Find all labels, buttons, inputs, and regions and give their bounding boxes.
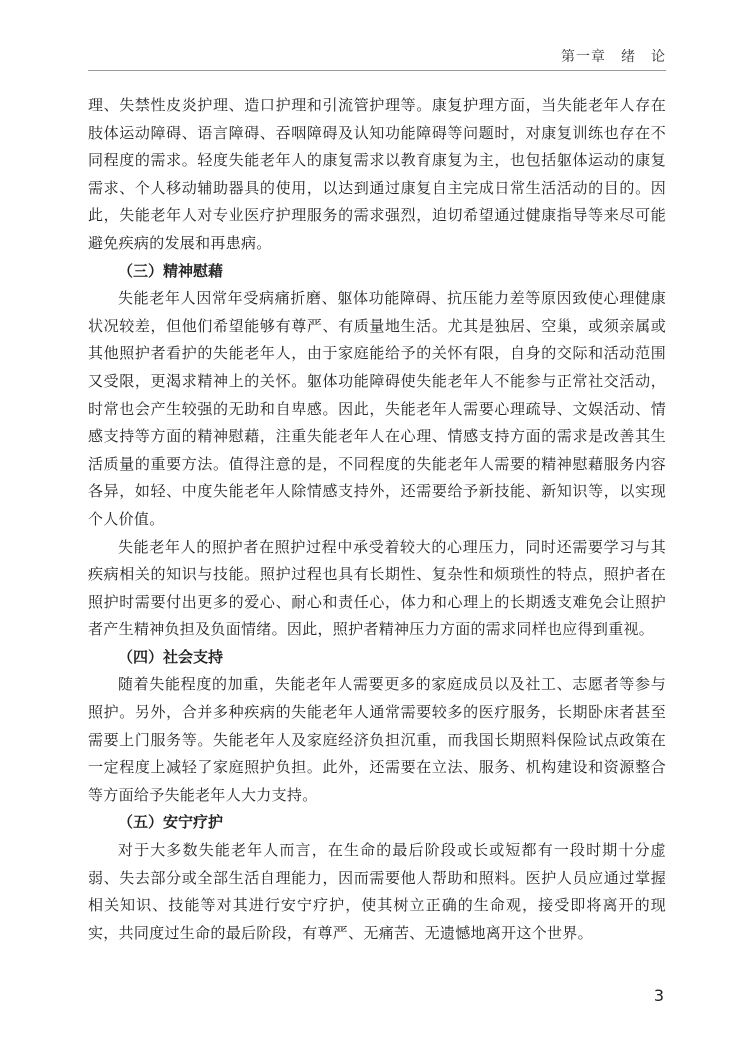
page-number: 3 xyxy=(653,986,664,1005)
paragraph-caregiver-stress: 失能老年人的照护者在照护过程中承受着较大的心理压力，同时还需要学习与其疾病相关的知识与技能。照护过程也具有长期性、复杂性和烦琐性的特点，照护者在照护时需要付出更多的爱心、耐心和责任心，体力和心理上的长期透支难免会让照护者产生精神负担及负面情绪。因此，照护者精神压力方面的需求同样也应得到重视。 xyxy=(88,537,666,639)
paragraph-hospice-care: 对于大多数失能老年人而言，在生命的最后阶段或长或短都有一段时期十分虚弱、失去部分或全部生活自理能力，因而需要他人帮助和照料。医护人员应通过掌握相关知识、技能等对其进行安宁疗护，使其树立正确的生命观，接受即将离开的现实，共同度过生命的最后阶段，有尊严、无痛苦、无遗憾地离开这个世界。 xyxy=(88,841,666,942)
section-heading-social-support: （四）社会支持 xyxy=(118,647,224,666)
paragraph-rehab-care: 理、失禁性皮炎护理、造口护理和引流管护理等。康复护理方面，当失能老年人存在肢体运动障碍、语言障碍、吞咽障碍及认知功能障碍等问题时，对康复训练也存在不同程度的需求。轻度失能老年人的康复需求以教育康复为主，也包括躯体运动的康复需求、个人移动辅助器具的使用，以达到通过康复自主完成日常生活活动的目的。因此，失能老年人对专业医疗护理服务的需求强烈，迫切希望通过健康指导等来尽可能避免疾病的发展和再患病。 xyxy=(88,96,666,252)
running-header xyxy=(88,44,666,71)
paragraph-social-support: 随着失能程度的加重，失能老年人需要更多的家庭成员以及社工、志愿者等参与照护。另外，合并多种疾病的失能老年人通常需要较多的医疗服务，长期卧床者甚至需要上门服务等。失能老年人及家庭经济负担沉重，而我国长期照料保险试点政策在一定程度上减轻了家庭照护负担。此外，还需要在立法、服务、机构建设和资源整合等方面给予失能老年人大力支持。 xyxy=(88,675,666,804)
section-heading-hospice-care: （五）安宁疗护 xyxy=(118,813,224,832)
chapter-title: 第一章 绪 论 xyxy=(561,49,666,65)
paragraph-spiritual-comfort: 失能老年人因常年受病痛折磨、躯体功能障碍、抗压能力差等原因致使心理健康状况较差，但他们希望能够有尊严、有质量地生活。尤其是独居、空巢，或须亲属或其他照护者看护的失能老年人，由于家庭能给予的关怀有限，自身的交际和活动范围又受限，更渴求精神上的关怀。躯体功能障碍使失能老年人不能参与正常社交活动，时常也会产生较强的无助和自卑感。因此，失能老年人需要心理疏导、文娱活动、情感支持等方面的精神慰藉，注重失能老年人在心理、情感支持方面的需求是改善其生活质量的重要方法。值得注意的是，不同程度的失能老年人需要的精神慰藉服务内容各异，如轻、中度失能老年人除情感支持外，还需要给予新技能、新知识等，以实现个人价值。 xyxy=(88,289,666,528)
section-heading-spiritual-comfort: （三）精神慰藉 xyxy=(118,261,224,280)
page-body xyxy=(88,92,666,947)
